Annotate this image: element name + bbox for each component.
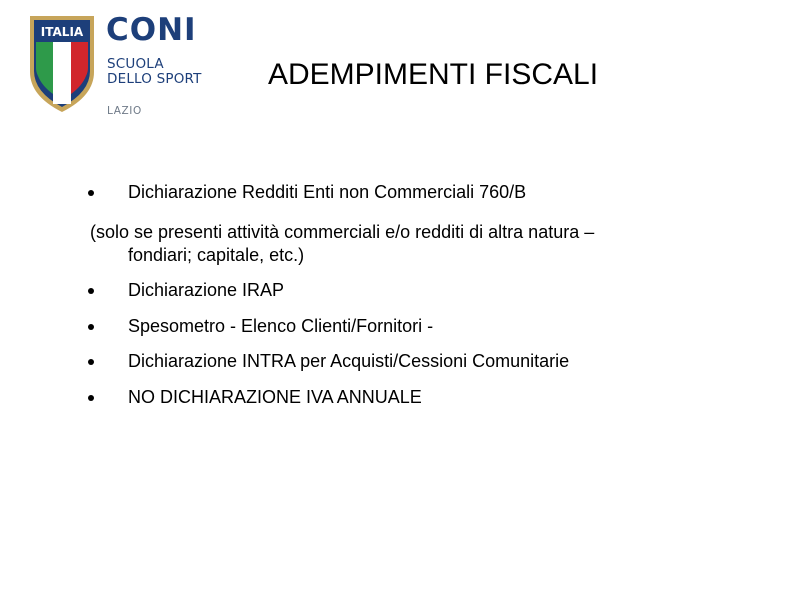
list-item-text: Dichiarazione IRAP [128, 280, 285, 300]
list-item-text: Dichiarazione Redditi Enti non Commerciali 760/B [128, 182, 527, 202]
italia-shield-icon [28, 14, 96, 114]
shield-label: ITALIA [40, 25, 84, 39]
bullet-icon [88, 288, 94, 294]
bullet-icon [88, 190, 94, 196]
list-item-text: Spesometro - Elenco Clienti/Fornitori - [128, 316, 434, 336]
note-line2: fondiari; capitale, etc.) [128, 245, 305, 265]
slide-title: ADEMPIMENTI FISCALI [268, 58, 599, 91]
bullet-icon [88, 395, 94, 401]
logo-subtitle-line1: SCUOLA [107, 56, 164, 72]
note-text [90, 221, 594, 267]
logo-region: LAZIO [107, 105, 142, 117]
logo-subtitle-line2: DELLO SPORT [107, 71, 202, 87]
coni-logo [24, 10, 224, 122]
bullet-icon [88, 324, 94, 330]
note-line1: (solo se presenti attività commerciali e/o redditi di altra natura – [90, 222, 595, 242]
bullet-icon [88, 359, 94, 365]
list-item-text: NO DICHIARAZIONE IVA ANNUALE [128, 387, 422, 407]
list-item-text: Dichiarazione INTRA per Acquisti/Cessioni Comunitarie [128, 351, 570, 371]
logo-wordmark: CONI [106, 12, 197, 48]
